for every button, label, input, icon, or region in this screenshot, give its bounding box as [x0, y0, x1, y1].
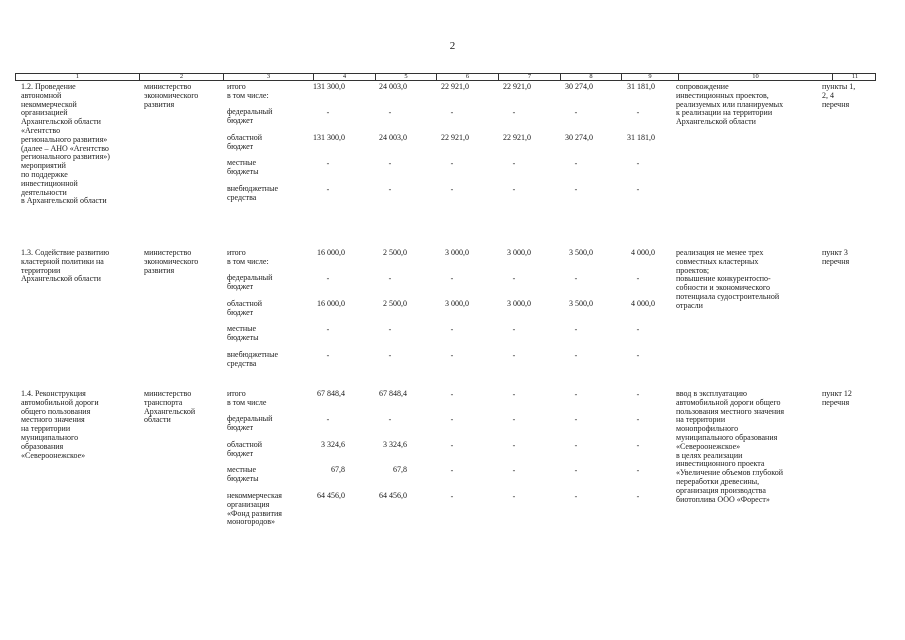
funding-value: 2 500,0 — [383, 299, 407, 308]
dash-value: - — [636, 415, 640, 424]
dash-value: - — [574, 466, 578, 475]
funding-source: внебюджетные средства — [227, 184, 278, 202]
dash-value: - — [636, 159, 640, 168]
dash-value: - — [326, 185, 330, 194]
funding-value: 16 000,0 — [317, 299, 345, 308]
funding-value: 4 000,0 — [631, 299, 655, 308]
funding-value: 22 921,0 — [503, 82, 531, 91]
dash-value: - — [574, 325, 578, 334]
activity-name: 1.4. Реконструкция автомобильной дороги общего пользования местного значения на территории муниципального образования «Североонежское» — [21, 389, 99, 460]
funding-value: 3 324,6 — [321, 440, 345, 449]
dash-value: - — [512, 351, 516, 360]
column-number-11: 11 — [832, 74, 877, 80]
perechen-reference: пункт 12 перечня — [822, 389, 852, 407]
column-number-7: 7 — [498, 74, 560, 80]
funding-value: 3 324,6 — [383, 440, 407, 449]
column-number-4: 4 — [313, 74, 375, 80]
funding-source: итого в том числе: — [227, 248, 269, 266]
dash-value: - — [388, 325, 392, 334]
funding-value: 67,8 — [331, 465, 345, 474]
dash-value: - — [450, 441, 454, 450]
dash-value: - — [512, 159, 516, 168]
column-number-5: 5 — [375, 74, 436, 80]
dash-value: - — [512, 390, 516, 399]
column-number-2: 2 — [139, 74, 223, 80]
dash-value: - — [636, 492, 640, 501]
funding-value: 31 181,0 — [627, 82, 655, 91]
expected-result: ввод в эксплуатацию автомобильной дороги общего пользования местного значения на территории монопрофильного муниципального образования «Североонежское» в целях реализации инвестиционного проекта «Увеличение объемов глубокой переработки древесины, организация производства биотоплива ООО «Форест» — [676, 389, 785, 504]
activity-name: 1.3. Содействие развитию кластерной политики на территории Архангельской области — [21, 248, 110, 284]
dash-value: - — [388, 274, 392, 283]
dash-value: - — [636, 108, 640, 117]
dash-value: - — [326, 415, 330, 424]
funding-source: итого в том числе: — [227, 82, 269, 100]
dash-value: - — [512, 325, 516, 334]
funding-value: 131 300,0 — [313, 133, 345, 142]
dash-value: - — [450, 108, 454, 117]
dash-value: - — [636, 390, 640, 399]
column-number-9: 9 — [621, 74, 678, 80]
dash-value: - — [574, 390, 578, 399]
dash-value: - — [388, 108, 392, 117]
funding-value: 64 456,0 — [379, 491, 407, 500]
funding-value: 67 848,4 — [317, 389, 345, 398]
dash-value: - — [388, 415, 392, 424]
funding-value: 3 500,0 — [569, 248, 593, 257]
dash-value: - — [574, 159, 578, 168]
dash-value: - — [388, 351, 392, 360]
dash-value: - — [450, 492, 454, 501]
column-number-10: 10 — [678, 74, 832, 80]
expected-result: реализация не менее трех совместных кластерных проектов; повышение конкурентоспо- собности и экономического потенциала судостроительной отрасли — [676, 248, 780, 310]
dash-value: - — [512, 466, 516, 475]
funding-value: 22 921,0 — [503, 133, 531, 142]
funding-source: местные бюджеты — [227, 465, 259, 483]
funding-value: 3 000,0 — [507, 248, 531, 257]
dash-value: - — [636, 274, 640, 283]
funding-source: некоммерческая организация «Фонд развития моногородов» — [227, 491, 282, 527]
dash-value: - — [512, 185, 516, 194]
dash-value: - — [574, 415, 578, 424]
funding-source: федеральный бюджет — [227, 414, 273, 432]
activity-name: 1.2. Проведение автономной некоммерческой организацией Архангельской области «Агентство регионального развития» (далее – АНО «Агентство регионального развития») мероприятий по поддержке инвестиционной деятельности в Архангельской области — [21, 82, 110, 206]
funding-source: федеральный бюджет — [227, 273, 273, 291]
funding-source: местные бюджеты — [227, 158, 259, 176]
dash-value: - — [450, 325, 454, 334]
column-number-3: 3 — [223, 74, 313, 80]
dash-value: - — [636, 466, 640, 475]
table-header — [15, 73, 876, 81]
funding-value: 22 921,0 — [441, 82, 469, 91]
funding-source: местные бюджеты — [227, 324, 259, 342]
dash-value: - — [388, 159, 392, 168]
dash-value: - — [574, 492, 578, 501]
dash-value: - — [450, 415, 454, 424]
funding-value: 24 003,0 — [379, 133, 407, 142]
funding-value: 3 000,0 — [445, 248, 469, 257]
funding-source: итого в том числе — [227, 389, 267, 407]
column-number-6: 6 — [436, 74, 498, 80]
funding-value: 3 000,0 — [507, 299, 531, 308]
funding-value: 67,8 — [393, 465, 407, 474]
funding-value: 67 848,4 — [379, 389, 407, 398]
dash-value: - — [574, 351, 578, 360]
dash-value: - — [450, 159, 454, 168]
funding-source: федеральный бюджет — [227, 107, 273, 125]
dash-value: - — [574, 185, 578, 194]
dash-value: - — [326, 274, 330, 283]
dash-value: - — [512, 441, 516, 450]
executor: министерство транспорта Архангельской области — [144, 389, 196, 425]
funding-value: 64 456,0 — [317, 491, 345, 500]
funding-value: 3 000,0 — [445, 299, 469, 308]
funding-value: 22 921,0 — [441, 133, 469, 142]
dash-value: - — [326, 351, 330, 360]
dash-value: - — [636, 185, 640, 194]
funding-value: 3 500,0 — [569, 299, 593, 308]
dash-value: - — [512, 274, 516, 283]
funding-value: 4 000,0 — [631, 248, 655, 257]
perechen-reference: пункт 3 перечня — [822, 248, 850, 266]
funding-value: 2 500,0 — [383, 248, 407, 257]
dash-value: - — [574, 441, 578, 450]
dash-value: - — [574, 108, 578, 117]
executor: министерство экономического развития — [144, 82, 199, 109]
dash-value: - — [450, 466, 454, 475]
column-number-8: 8 — [560, 74, 621, 80]
dash-value: - — [636, 325, 640, 334]
dash-value: - — [512, 492, 516, 501]
funding-value: 24 003,0 — [379, 82, 407, 91]
funding-source: областной бюджет — [227, 440, 263, 458]
funding-source: внебюджетные средства — [227, 350, 278, 368]
dash-value: - — [326, 325, 330, 334]
dash-value: - — [388, 185, 392, 194]
dash-value: - — [450, 390, 454, 399]
funding-value: 16 000,0 — [317, 248, 345, 257]
funding-source: областной бюджет — [227, 133, 263, 151]
funding-value: 31 181,0 — [627, 133, 655, 142]
dash-value: - — [636, 441, 640, 450]
dash-value: - — [450, 185, 454, 194]
dash-value: - — [326, 159, 330, 168]
column-number-1: 1 — [75, 73, 80, 80]
funding-source: областной бюджет — [227, 299, 263, 317]
funding-value: 131 300,0 — [313, 82, 345, 91]
perechen-reference: пункты 1, 2, 4 перечня — [822, 82, 856, 109]
dash-value: - — [574, 274, 578, 283]
page-number: 2 — [449, 40, 456, 52]
executor: министерство экономического развития — [144, 248, 199, 275]
funding-value: 30 274,0 — [565, 82, 593, 91]
dash-value: - — [512, 415, 516, 424]
dash-value: - — [512, 108, 516, 117]
dash-value: - — [450, 274, 454, 283]
dash-value: - — [636, 351, 640, 360]
dash-value: - — [450, 351, 454, 360]
dash-value: - — [326, 108, 330, 117]
funding-value: 30 274,0 — [565, 133, 593, 142]
expected-result: сопровождение инвестиционных проектов, реализуемых или планируемых к реализации на территории Архангельской области — [676, 82, 784, 127]
